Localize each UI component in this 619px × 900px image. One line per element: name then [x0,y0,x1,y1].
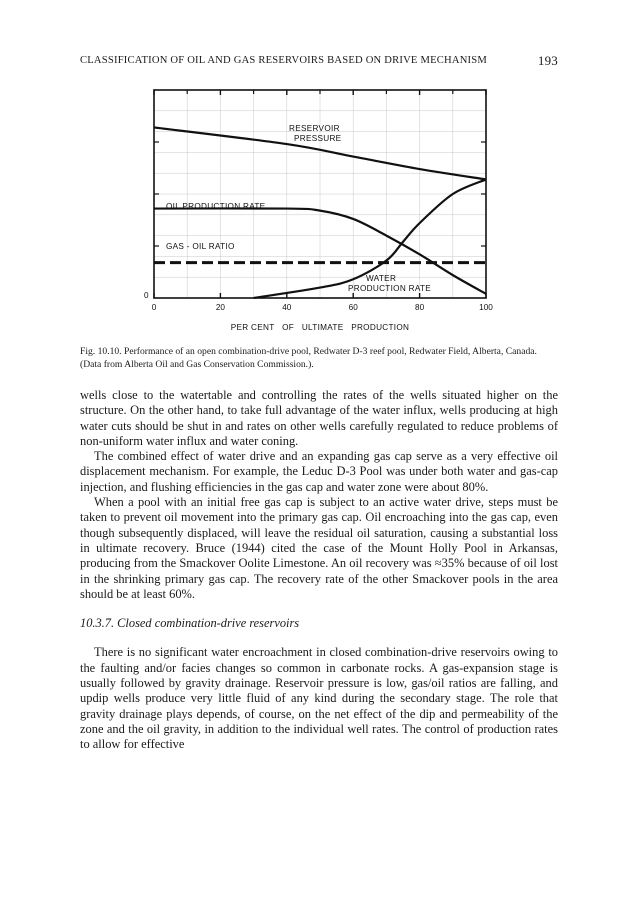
paragraph-1: wells close to the watertable and controlling the rates of the wells situated higher on the structure. On the other hand, to take full advantage of the water influx, wells producing at high water cuts should be shut in and rates on other wells carefully regulated to reduce problems of non-uniform water influx and water coning. [80,388,558,448]
running-title: CLASSIFICATION OF OIL AND GAS RESERVOIRS BASED ON DRIVE MECHANISM [80,55,487,66]
running-header [80,55,558,71]
paragraph-4: There is no significant water encroachment in closed combination-drive reservoirs owing to the faulting and/or facies changes so common in carbonate rocks. A gas-expansion stage is usually followed by gravity drainage. Reservoir pressure is low, gas/oil ratios are falling, and updip wells produce very little fluid of any kind during the secondary stage. The role that gravity drainage plays depends, of course, on the net effect of the dip and permeability of the zone and the oil gravity, in addition to the individual well rates. The control of production rates to allow for effective [80,645,558,752]
page-number: 193 [537,53,558,68]
label-water-2: PRODUCTION RATE [348,284,432,293]
paragraph-2: The combined effect of water drive and an expanding gas cap serve as a very effective oil displacement mechanism. For example, the Leduc D-3 Pool was under both water and gas-cap injection, and flushing efficiencies in the gas cap and water zone were about 80%. [80,449,558,494]
x-tick-labels [152,303,494,312]
label-oil-production-rate: OIL PRODUCTION RATE [166,202,266,211]
paragraph-3: When a pool with an initial free gas cap is subject to an active water drive, steps must be taken to prevent oil movement into the primary gas cap. Oil encroaching into the gas cap, even though subsequently displaced, will leave the residual oil saturation, causing a substantial loss in ultimate recovery. Bruce (1944) cited the case of the Mount Holly Pool in Arkansas, producing from the Smackover Oolite Limestone. An oil recovery was ≈35% because of oil lost in the shrinking primary gas cap. The recovery rate of the other Smackover pools in the area should be at least 60%. [80,495,558,601]
x-axis-label: PER CENT OF ULTIMATE PRODUCTION [230,323,410,332]
label-reservoir-pressure-2: PRESSURE [294,134,342,143]
x-tick-label: 80 [415,303,425,312]
x-tick-label: 20 [215,303,225,312]
x-tick-label: 0 [151,303,157,312]
figure-caption: Fig. 10.10. Performance of an open combination-drive pool, Redwater D-3 reef pool, Redwater Field, Alberta, Canada. (Data from Alberta Oil and Gas Conservation Commission.). [80,346,537,370]
figure-10-10 [130,80,510,342]
performance-chart [130,80,510,342]
y-origin-label: 0 [144,291,149,300]
label-gas-oil-ratio: GAS - OIL RATIO [166,242,235,251]
x-tick-label: 40 [282,303,292,312]
x-tick-label: 100 [479,303,493,312]
chart-grid [154,90,486,298]
section-heading: 10.3.7. Closed combination-drive reservoirs [80,616,300,631]
body-text [80,388,558,753]
label-reservoir-pressure-1: RESERVOIR [289,124,340,133]
label-water-1: WATER [366,274,397,283]
x-tick-label: 60 [348,303,358,312]
